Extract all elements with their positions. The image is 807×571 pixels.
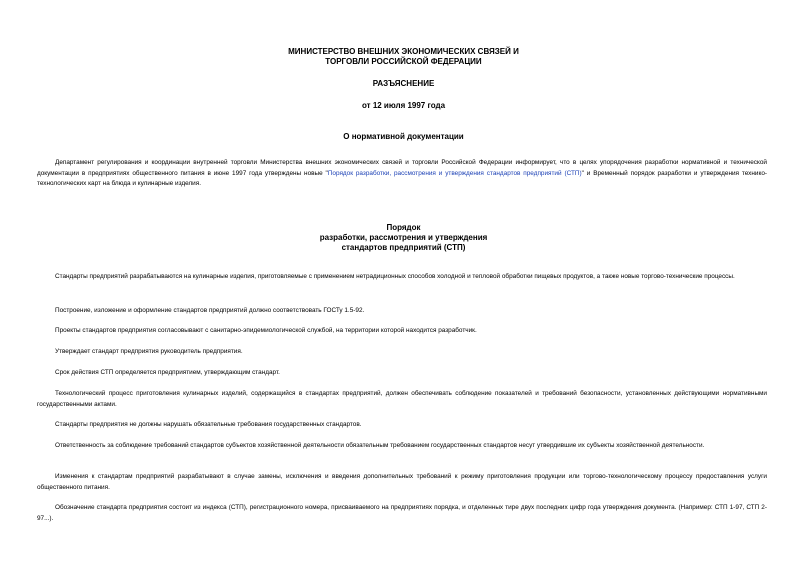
paragraph-8: Ответственность за соблюдение требований стандартов субъектов хозяйственной деятельности обязательным требованием государственных стандартов несут утвердившие их субъекты хозяйственной деятельности. [55, 442, 705, 449]
paragraph-6: Технологический процесс приготовления кулинарных изделий, содержащийся в стандартах предприятий, должен обеспечивать соблюдение показателей и требований безопасности, установленных действующими нормативными государственными актами. [37, 390, 767, 408]
document-type: РАЗЪЯСНЕНИЕ [372, 79, 435, 88]
paragraph-5: Срок действия СТП определяется предприятием, утверждающим стандарт. [55, 369, 280, 376]
ministry-heading [0, 47, 807, 67]
paragraph-9: Изменения к стандартам предприятий разрабатывают в случае замены, исключения и введения дополнительных требований к режиму приготовления продукции или торгово-технологическому процессу предоставления услуги общественного питания. [37, 473, 767, 491]
intro-text-after-link: " и Временный порядок разработки и утверждения технико-технологических карт на блюда и кулинарные изделия. [37, 169, 768, 187]
intro-text-before-link: Департамент регулирования и координации внутренней торговли Министерства внешних экономических связей и торговли Российской Федерации информирует, что в целях упорядочения разработки нормативной и технической документации в предприятиях общественного питания в июне 1997 года утверждены новые " [37, 159, 767, 177]
paragraph-2: Построение, изложение и оформление стандартов предприятий должно соответствовать ГОСТу 1.5-92. [55, 307, 365, 314]
paragraph-7: Стандарты предприятия не должны нарушать обязательные требования государственных стандартов. [55, 421, 362, 428]
section-title-line-2: разработки, рассмотрения и утверждения [319, 233, 488, 242]
ministry-line-2: ТОРГОВЛИ РОССИЙСКОЙ ФЕДЕРАЦИИ [325, 57, 482, 66]
standards-procedure-link[interactable]: Порядок разработки, рассмотрения и утверждения стандартов предприятий (СТП) [327, 169, 582, 177]
intro-paragraph [37, 158, 767, 190]
paragraph-1: Стандарты предприятий разрабатываются на кулинарные изделия, приготовляемые с применением нетрадиционных способов холодной и тепловой обработки пищевых продуктов, а также новые торгово-технические процессы. [55, 273, 735, 280]
paragraph-10: Обозначение стандарта предприятия состоит из индекса (СТП), регистрационного номера, присваиваемого на предприятиях порядка, и отделенных тире двух последних цифр года утверждения документа. (Например: СТП 1-97, СТП 2-97...). [37, 504, 767, 522]
section-title [0, 223, 807, 253]
paragraph-3: Проекты стандартов предприятия согласовывают с санитарно-эпидемиологической службой, на территории которой находится разработчик. [55, 327, 477, 334]
section-title-line-1: Порядок [386, 223, 421, 232]
paragraph-4: Утверждает стандарт предприятия руководитель предприятия. [55, 348, 243, 355]
ministry-line-1: МИНИСТЕРСТВО ВНЕШНИХ ЭКОНОМИЧЕСКИХ СВЯЗЕЙ И [288, 47, 519, 56]
section-title-line-3: стандартов предприятий (СТП) [341, 243, 466, 252]
document-subject: О нормативной документации [343, 132, 464, 141]
document-date: от 12 июля 1997 года [361, 101, 446, 110]
